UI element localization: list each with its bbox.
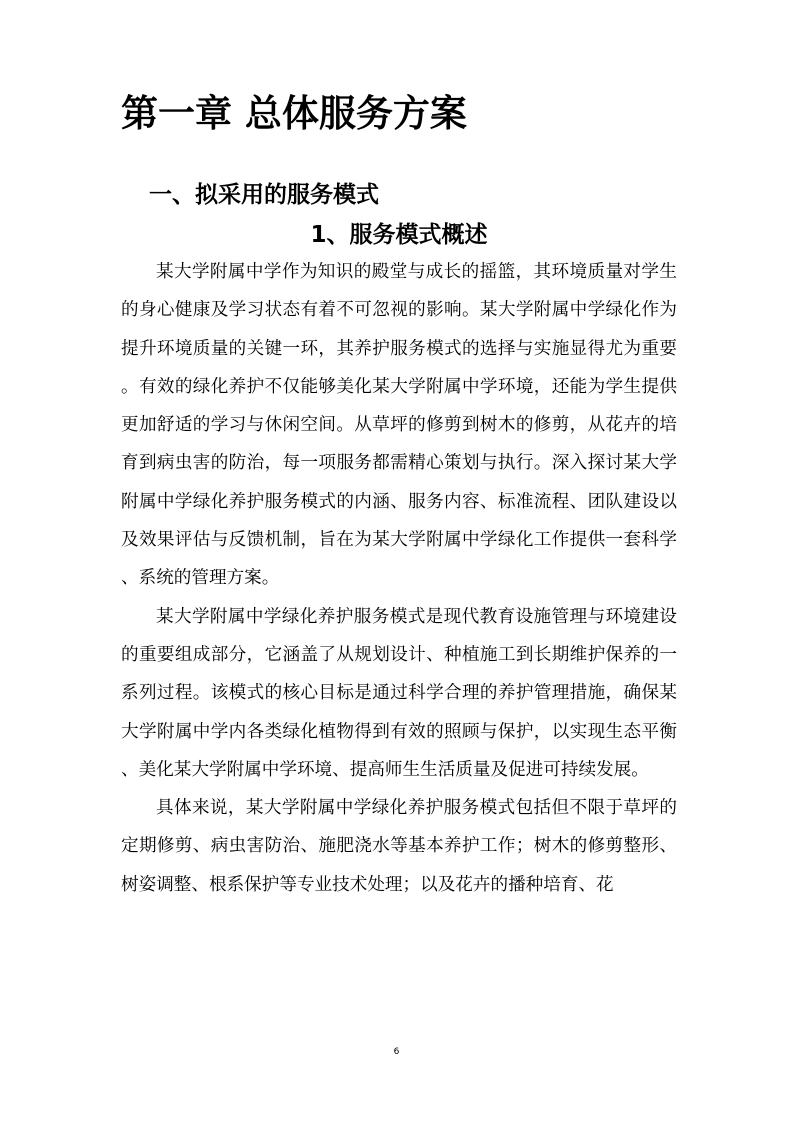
subsection-title: 1、服务模式概述	[310, 222, 488, 248]
body-text	[121, 253, 677, 904]
section-title: 一、拟采用的服务模式	[149, 182, 379, 208]
paragraph-3: 具体来说，某大学附属中学绿化养护服务模式包括但不限于草坪的定期修剪、病虫害防治、施肥浇水等基本养护工作；树木的修剪整形、树姿调整、根系保护等专业技术处理；以及花卉的播种培育、花	[121, 798, 677, 895]
paragraph-2: 某大学附属中学绿化养护服务模式是现代教育设施管理与环境建设的重要组成部分，它涵盖了从规划设计、种植施工到长期维护保养的一系列过程。该模式的核心目标是通过科学合理的养护管理措施，确保某大学附属中学内各类绿化植物得到有效的照顾与保护，以实现生态平衡、美化某大学附属中学环境、提高师生生活质量及促进可持续发展。	[121, 606, 677, 780]
page-number: 6	[393, 1047, 400, 1057]
chapter-title: 第一章 总体服务方案	[121, 92, 467, 135]
paragraph-1: 某大学附属中学作为知识的殿堂与成长的摇篮，其环境质量对学生的身心健康及学习状态有着不可忽视的影响。某大学附属中学绿化作为提升环境质量的关键一环，其养护服务模式的选择与实施显得尤为重要。有效的绿化养护不仅能够美化某大学附属中学环境，还能为学生提供更加舒适的学习与休闲空间。从草坪的修剪到树木的修剪，从花卉的培育到病虫害的防治，每一项服务都需精心策划与执行。深入探讨某大学附属中学绿化养护服务模式的内涵、服务内容、标准流程、团队建设以及效果评估与反馈机制，旨在为某大学附属中学绿化工作提供一套科学、系统的管理方案。	[121, 262, 677, 589]
